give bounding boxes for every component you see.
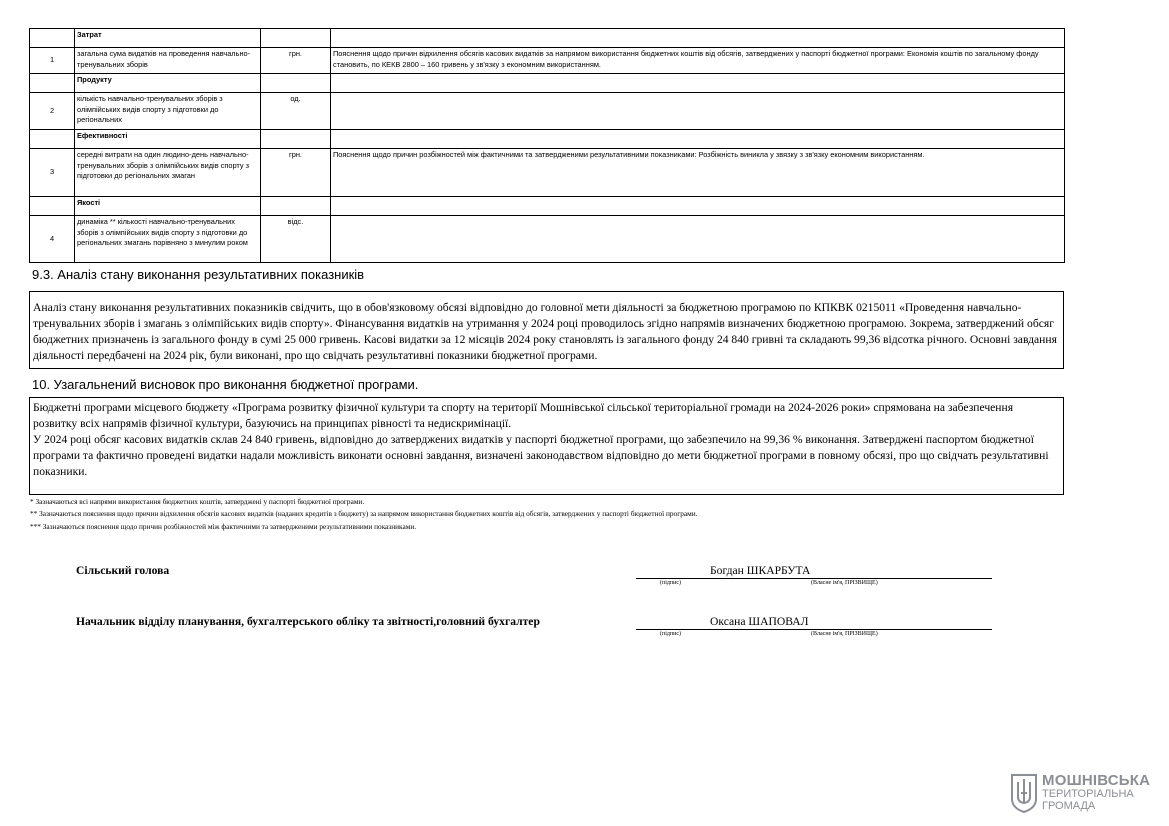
section-10-box xyxy=(29,397,1064,495)
indicator-explanation: Пояснення щодо причин розбіжностей між фактичними та затвердженими результативними показниками: Розбіжність виникла у звязку з зв'язку економним використанням. xyxy=(331,149,1065,197)
indicator-explanation xyxy=(331,216,1065,263)
section-row-product xyxy=(30,74,1065,93)
name-caption: (Власне ім'я, ПРІЗВИЩЕ) xyxy=(811,580,878,586)
signature-caption: (підпис) xyxy=(660,631,682,637)
footnote: ** Зазначаються пояснення щодо причин відхилення обсягів касових видатків (наданих кредитів з бюджету) за напрямом використання бюджетних коштів від обсягів, затверджених у паспорті бюджетної програми. xyxy=(30,509,698,519)
indicator-name: загальна сума видатків на проведення навчально-тренувальних зборів xyxy=(75,48,261,74)
indicator-unit: грн. xyxy=(261,48,331,74)
indicator-unit: грн. xyxy=(261,149,331,197)
section-9-3-text: Аналіз стану виконання результативних показників свідчить, що в обов'язковому обсязі відповідно до головної мети діяльності за бюджетною програмою по КПКВК 0215011 «Проведення навчально-тренувальних зборів і змагань з олімпійських видів спорту». Фінансування видатків на утримання у 2024 році проводилось згідно напрямів визначених бюджетною програмою. Зокрема, затверджений обсяг бюджетних призначень із загального фонду в сумі 25 000 гривень. Касові видатки за 12 місяців 2024 року становлять із загального фонду 24 840 гривні та складають 99,36 відсотка річного. Основні завдання діяльності передбачені на 2024 рік, були виконані, про що свідчать результативні показники бюджетної програми. xyxy=(33,301,1057,362)
signature-role-accountant: Начальник відділу планування, бухгалтерського обліку та звітності,головний бухгалтер xyxy=(76,615,540,628)
indicator-unit: од. xyxy=(261,93,331,130)
row-number: 3 xyxy=(30,149,75,197)
logo-subtitle: ТЕРИТОРІАЛЬНА xyxy=(1042,788,1134,800)
section-9-3-box xyxy=(29,291,1064,369)
trident-coat-of-arms-icon xyxy=(1010,773,1038,813)
logo-subtitle: ГРОМАДА xyxy=(1042,800,1096,812)
table-row xyxy=(30,216,1065,263)
signature-name-head: Богдан ШКАРБУТА xyxy=(710,564,811,577)
indicator-unit: відс. xyxy=(261,216,331,263)
logo-title: МОШНІВСЬКА xyxy=(1042,772,1151,789)
signature-caption: (підпис) xyxy=(660,580,682,586)
indicator-explanation: Пояснення щодо причин відхилення обсягів касових видатків за напрямом використання бюджетних коштів від обсягів, затверджених у паспорті бюджетної програми: Економія коштів по загальному фонду становить, по КЕКВ 2800 – 160 гривень у зв'язку з економним використанням. xyxy=(331,48,1065,74)
indicator-name: середні витрати на один людино-день навчально-тренувальних зборів з олімпійських видів спорту з підготовки до регіональних змаган xyxy=(75,149,261,197)
indicator-explanation xyxy=(331,93,1065,130)
section-row-cost xyxy=(30,29,1065,48)
table-row xyxy=(30,93,1065,130)
community-logo xyxy=(1010,772,1150,816)
indicator-name: динаміка ** кількості навчально-тренувальних зборів з олімпійських видів спорту з підготовки до регіональних змагань порівняно з минулим роком xyxy=(75,216,261,263)
indicators-table xyxy=(29,28,1065,263)
signature-name-accountant: Оксана ШАПОВАЛ xyxy=(710,615,809,628)
indicator-name: кількість навчально-тренувальних зборів з олімпійських видів спорту з підготовки до регіональних xyxy=(75,93,261,130)
signature-line xyxy=(636,578,992,579)
table-row xyxy=(30,149,1065,197)
section-label: Затрат xyxy=(75,29,261,48)
row-number: 1 xyxy=(30,48,75,74)
table-row xyxy=(30,48,1065,74)
footnote: * Зазначаються всі напрями використання бюджетних коштів, затверджені у паспорті бюджетної програми. xyxy=(30,497,365,506)
section-label: Ефективності xyxy=(75,130,261,149)
section-label: Продукту xyxy=(75,74,261,93)
section-row-efficiency xyxy=(30,130,1065,149)
signature-role-head: Сільський голова xyxy=(76,564,170,577)
section-10-paragraph-2: У 2024 році обсяг касових видатків склав 24 840 гривень, відповідно до затверджених видатків у паспорті бюджетної програми, що забезпечило на 99,36 % виконання. Затверджені паспортом бюджетної програми та фактично проведені видатки надали можливість виконати основні завдання, визначені законодавством відповідно до мети бюджетної програми в повному обсязі, про що свідчать результативні показники. xyxy=(33,433,1049,478)
name-caption: (Власне ім'я, ПРІЗВИЩЕ) xyxy=(811,631,878,637)
signature-line xyxy=(636,629,992,630)
footnotes xyxy=(30,496,697,533)
section-row-quality xyxy=(30,197,1065,216)
section-10-paragraph-1: Бюджетні програми місцевого бюджету «Програма розвитку фізичної культури та спорту на території Мошнівської сільської територіальної громади на 2024-2026 роки» спрямована на забезпечення розвитку всіх напрямів фізичної культури, базуючись на принципах рівності та недискримінації. xyxy=(33,401,1014,430)
section-9-3-title: 9.3. Аналіз стану виконання результативних показників xyxy=(32,267,365,282)
row-number: 2 xyxy=(30,93,75,130)
row-number: 4 xyxy=(30,216,75,263)
section-10-title: 10. Узагальнений висновок про виконання бюджетної програми. xyxy=(32,377,419,392)
footnote: *** Зазначаються пояснення щодо причин розбіжностей між фактичними та затвердженими результативними показниками. xyxy=(30,521,417,531)
section-label: Якості xyxy=(75,197,261,216)
